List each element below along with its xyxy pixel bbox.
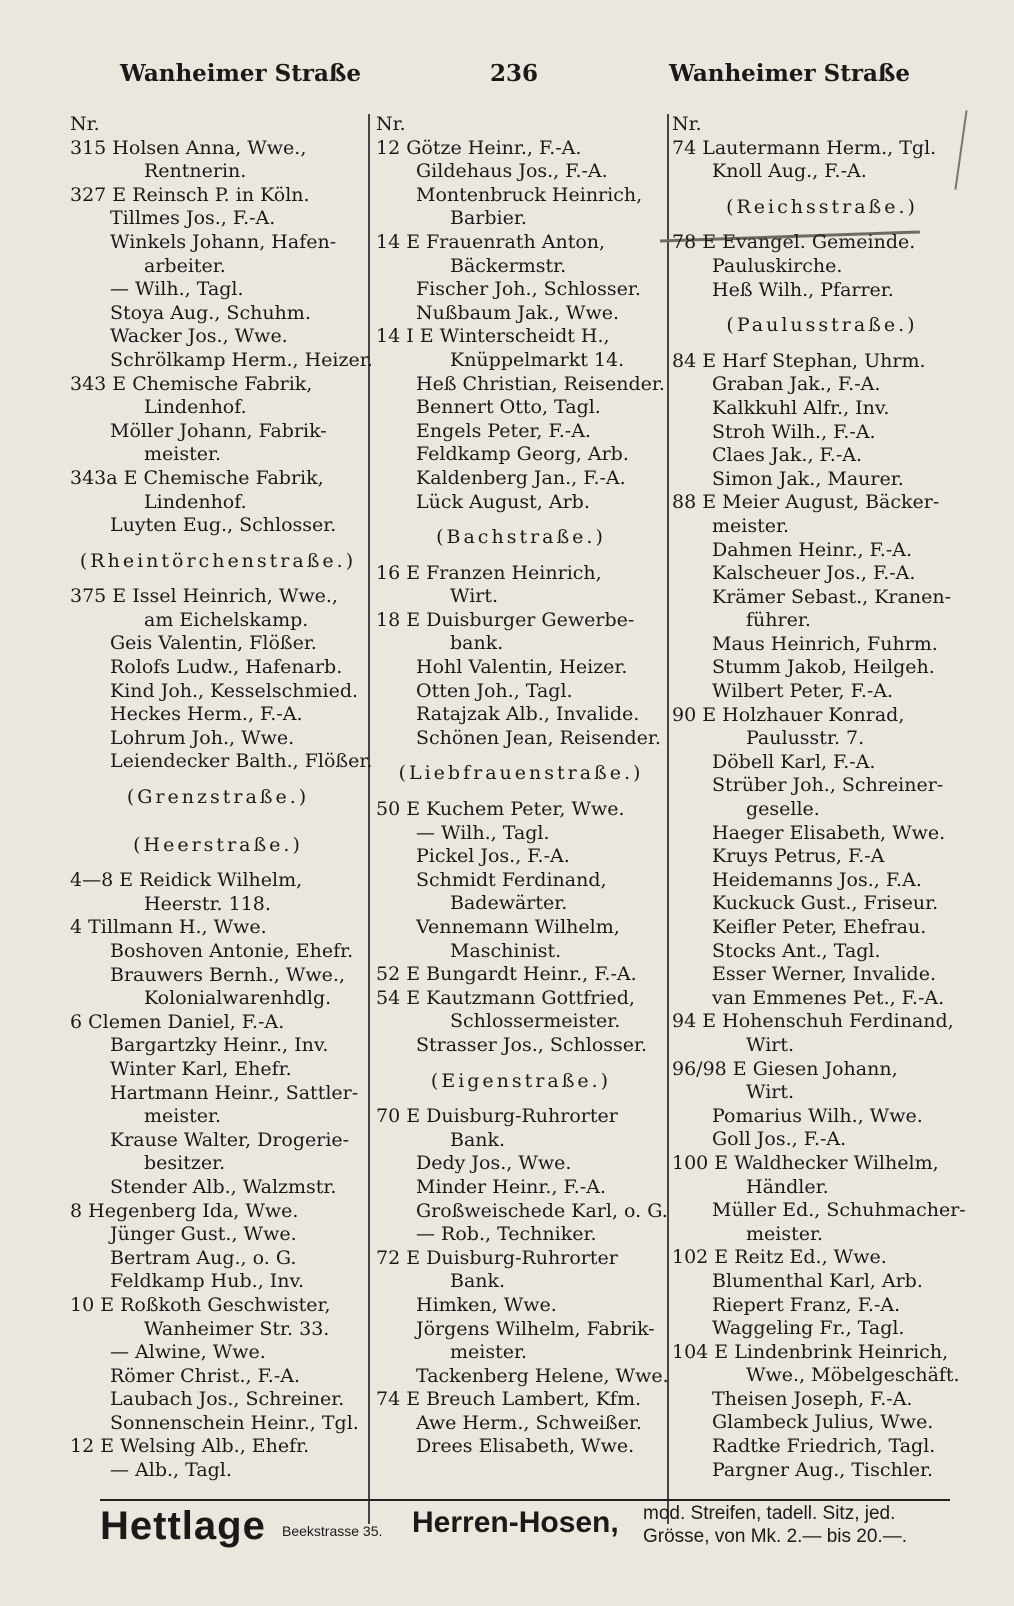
directory-entry: arbeiter.	[144, 254, 226, 277]
page-number: 236	[490, 60, 539, 87]
directory-entry: Müller Ed., Schuhmacher-	[712, 1199, 966, 1222]
directory-entry: Wanheimer Str. 33.	[144, 1317, 330, 1340]
directory-entry: Hohl Valentin, Heizer.	[416, 656, 628, 679]
street-heading: (Bachstraße.)	[436, 526, 606, 549]
directory-entry: Feldkamp Georg, Arb.	[416, 443, 629, 466]
directory-entry: Schlossermeister.	[450, 1010, 621, 1033]
directory-entry: Pauluskirche.	[712, 254, 843, 277]
directory-entry: Wilbert Peter, F.-A.	[712, 680, 894, 703]
directory-entry: Winter Karl, Ehefr.	[110, 1057, 292, 1080]
directory-entry: Kalscheuer Jos., F.-A.	[712, 562, 916, 585]
directory-entry: — Rob., Techniker.	[416, 1223, 597, 1246]
street-heading: (Reichsstraße.)	[726, 195, 918, 218]
directory-entry: 54 E Kautzmann Gottfried,	[376, 986, 635, 1009]
directory-entry: Kalkkuhl Alfr., Inv.	[712, 396, 890, 419]
directory-entry: bank.	[450, 632, 504, 655]
directory-entry: Nr.	[70, 113, 100, 135]
directory-entry: 74 E Breuch Lambert, Kfm.	[376, 1388, 642, 1411]
directory-entry: 52 E Bungardt Heinr., F.-A.	[376, 963, 637, 986]
street-heading: (Grenzstraße.)	[126, 786, 310, 809]
directory-entry: Knüppelmarkt 14.	[450, 348, 625, 371]
directory-entry: Stender Alb., Walzmstr.	[110, 1175, 337, 1198]
directory-entry: 88 E Meier August, Bäcker-	[672, 491, 940, 514]
directory-entry: Barbier.	[450, 207, 527, 230]
directory-entry: Lück August, Arb.	[416, 490, 590, 513]
directory-entry: Händler.	[746, 1175, 829, 1198]
directory-entry: Drees Elisabeth, Wwe.	[416, 1435, 635, 1458]
directory-entry: Keifler Peter, Ehefrau.	[712, 916, 927, 938]
directory-entry: Jünger Gust., Wwe.	[110, 1223, 297, 1246]
directory-entry: Glambeck Julius, Wwe.	[712, 1411, 934, 1434]
directory-entry: 16 E Franzen Heinrich,	[376, 561, 602, 584]
directory-entry: — Wilh., Tagl.	[416, 821, 550, 844]
directory-entry: van Emmenes Pet., F.-A.	[712, 986, 945, 1009]
street-heading: (Eigenstraße.)	[430, 1069, 612, 1092]
directory-entry: Wwe., Möbelgeschäft.	[746, 1364, 960, 1387]
directory-entry: Krause Walter, Drogerie-	[110, 1128, 350, 1151]
directory-entry: meister.	[712, 514, 790, 537]
directory-entry: Sonnenschein Heinr., Tgl.	[110, 1411, 359, 1434]
directory-entry: Simon Jak., Maurer.	[712, 467, 904, 490]
street-heading: (Heerstraße.)	[133, 833, 303, 856]
directory-entry: Großweischede Karl, o. G.	[416, 1199, 668, 1222]
directory-entry: Wirt.	[746, 1081, 795, 1104]
directory-entry: — Alwine, Wwe.	[110, 1341, 266, 1364]
advert-description	[643, 1502, 907, 1548]
directory-entry: Bertram Aug., o. G.	[110, 1246, 297, 1269]
directory-entry: Engels Peter, F.-A.	[416, 419, 591, 442]
directory-entry: Strasser Jos., Schlosser.	[416, 1033, 648, 1056]
directory-entry: Paulusstr. 7.	[746, 727, 865, 750]
directory-entry: Feldkamp Hub., Inv.	[110, 1270, 305, 1293]
directory-entry: Haeger Elisabeth, Wwe.	[712, 821, 946, 844]
directory-entry: Pargner Aug., Tischler.	[712, 1458, 934, 1481]
directory-entry: Waggeling Fr., Tagl.	[712, 1317, 905, 1340]
advertisement	[100, 1500, 960, 1560]
directory-entry: Maschinist.	[450, 939, 562, 962]
directory-entry: Heß Wilh., Pfarrer.	[712, 278, 894, 301]
directory-entry: Maus Heinrich, Fuhrm.	[712, 632, 938, 655]
directory-entry: Pomarius Wilh., Wwe.	[712, 1104, 923, 1127]
street-heading: (Rheintörchenstraße.)	[79, 549, 357, 572]
directory-entry: 14 E Frauenrath Anton,	[376, 230, 606, 253]
directory-entry: 12 E Welsing Alb., Ehefr.	[70, 1435, 310, 1458]
directory-column-middle	[376, 113, 669, 1459]
directory-entry: 50 E Kuchem Peter, Wwe.	[376, 798, 625, 821]
directory-entry: Montenbruck Heinrich,	[416, 183, 643, 206]
directory-entry: besitzer.	[144, 1152, 226, 1175]
directory-entry: Claes Jak., F.-A.	[712, 444, 862, 467]
directory-entry: Goll Jos., F.-A.	[712, 1128, 847, 1151]
directory-entry: Boshoven Antonie, Ehefr.	[110, 940, 354, 962]
directory-entry: 84 E Harf Stephan, Uhrm.	[672, 349, 926, 372]
directory-entry: — Wilh., Tagl.	[110, 278, 244, 301]
directory-entry: 104 E Lindenbrink Heinrich,	[672, 1340, 949, 1363]
directory-entry: 72 E Duisburg-Ruhrorter	[376, 1246, 618, 1269]
directory-entry: 74 Lautermann Herm., Tgl.	[672, 136, 937, 159]
directory-entry: Stoya Aug., Schuhm.	[110, 301, 311, 324]
directory-entry: führer.	[746, 609, 811, 632]
directory-entry: Knoll Aug., F.-A.	[712, 160, 867, 183]
directory-entry: Krämer Sebast., Kranen-	[712, 585, 951, 608]
directory-entry: — Alb., Tagl.	[110, 1459, 232, 1482]
directory-entry: Stumm Jakob, Heilgeh.	[712, 656, 935, 679]
directory-entry: Bargartzky Heinr., Inv.	[110, 1034, 329, 1057]
column-divider	[667, 114, 669, 1524]
directory-entry: Heckes Herm., F.-A.	[110, 703, 303, 726]
directory-entry: 4 Tillmann H., Wwe.	[70, 916, 267, 939]
directory-entry: Hartmann Heinr., Sattler-	[110, 1081, 359, 1104]
directory-entry: Strüber Joh., Schreiner-	[712, 774, 944, 797]
directory-entry: Bank.	[450, 1270, 506, 1293]
directory-entry: Wirt.	[450, 585, 499, 608]
directory-entry: 315 Holsen Anna, Wwe.,	[70, 136, 307, 159]
directory-entry: Möller Johann, Fabrik-	[110, 419, 327, 442]
directory-entry: 8 Hegenberg Ida, Wwe.	[70, 1199, 299, 1222]
directory-column-right	[672, 113, 972, 1482]
page-header	[120, 60, 910, 96]
street-heading: (Paulusstraße.)	[726, 314, 918, 337]
advert-product: Herren-Hosen,	[412, 1506, 619, 1539]
directory-entry: Bennert Otto, Tagl.	[416, 396, 601, 419]
directory-entry: 343a E Chemische Fabrik,	[70, 466, 324, 489]
directory-entry: Döbell Karl, F.-A.	[712, 750, 876, 773]
directory-entry: am Eichelskamp.	[144, 608, 309, 631]
directory-entry: 6 Clemen Daniel, F.-A.	[70, 1010, 285, 1033]
directory-entry: 10 E Roßkoth Geschwister,	[70, 1293, 331, 1316]
directory-entry: 96/98 E Giesen Johann,	[672, 1057, 898, 1080]
column-divider	[368, 114, 370, 1524]
directory-entry: Nußbaum Jak., Wwe.	[416, 301, 619, 324]
directory-entry: Otten Joh., Tagl.	[416, 679, 573, 702]
directory-entry: Gildehaus Jos., F.-A.	[416, 160, 608, 183]
directory-entry: Lohrum Joh., Wwe.	[110, 726, 295, 749]
directory-entry: Laubach Jos., Schreiner.	[110, 1388, 345, 1411]
directory-entry: Kolonialwarenhdlg.	[144, 987, 332, 1010]
advert-address: Beekstrasse 35.	[282, 1523, 383, 1539]
directory-entry: Jörgens Wilhelm, Fabrik-	[416, 1317, 655, 1340]
directory-column-left	[70, 113, 373, 1483]
directory-entry: Vennemann Wilhelm,	[416, 916, 620, 938]
directory-entry: Fischer Joh., Schlosser.	[416, 278, 641, 301]
directory-entry: Dahmen Heinr., F.-A.	[712, 538, 913, 561]
header-street-left: Wanheimer Straße	[120, 60, 362, 87]
directory-entry: Bäckermstr.	[450, 254, 567, 277]
directory-entry: 78 E Evangel. Gemeinde.	[672, 231, 916, 254]
directory-entry: Nr.	[376, 113, 406, 135]
directory-entry: Lindenhof.	[144, 396, 247, 419]
directory-entry: Schmidt Ferdinand,	[416, 868, 607, 891]
directory-entry: Kaldenberg Jan., F.-A.	[416, 466, 626, 489]
directory-entry: Brauwers Bernh., Wwe.,	[110, 963, 345, 986]
directory-entry: 100 E Waldhecker Wilhelm,	[672, 1151, 939, 1174]
directory-entry: Kuckuck Gust., Friseur.	[712, 892, 939, 915]
directory-entry: Römer Christ., F.-A.	[110, 1364, 301, 1387]
directory-entry: Awe Herm., Schweißer.	[416, 1411, 642, 1434]
header-street-right: Wanheimer Straße	[668, 60, 910, 87]
directory-entry: Heerstr. 118.	[144, 892, 271, 915]
directory-entry: Schrölkamp Herm., Heizer.	[110, 348, 373, 371]
directory-entry: Stocks Ant., Tagl.	[712, 939, 881, 962]
directory-entry: 94 E Hohenschuh Ferdinand,	[672, 1010, 954, 1033]
directory-entry: meister.	[144, 1105, 222, 1128]
directory-entry: 102 E Reitz Ed., Wwe.	[672, 1246, 887, 1269]
directory-entry: Nr.	[672, 113, 702, 135]
directory-entry: 4—8 E Reidick Wilhelm,	[70, 869, 303, 892]
advert-line-1: mod. Streifen, tadell. Sitz, jed.	[643, 1503, 896, 1524]
directory-entry: meister.	[746, 1222, 824, 1245]
street-heading: (Liebfrauenstraße.)	[398, 762, 644, 785]
directory-entry: Himken, Wwe.	[416, 1293, 557, 1316]
directory-entry: Bank.	[450, 1128, 506, 1151]
directory-entry: 90 E Holzhauer Konrad,	[672, 703, 905, 726]
directory-entry: Rolofs Ludw., Hafenarb.	[110, 656, 343, 679]
directory-entry: Minder Heinr., F.-A.	[416, 1175, 606, 1198]
directory-entry: 343 E Chemische Fabrik,	[70, 372, 313, 395]
directory-entry: Kind Joh., Kesselschmied.	[110, 679, 359, 702]
directory-entry: Wirt.	[746, 1033, 795, 1056]
directory-entry: Wacker Jos., Wwe.	[110, 325, 288, 348]
directory-entry: Graban Jak., F.-A.	[712, 373, 881, 396]
directory-entry: Badewärter.	[450, 892, 568, 915]
directory-entry: Heß Christian, Reisender.	[416, 372, 665, 395]
directory-entry: Blumenthal Karl, Arb.	[712, 1269, 923, 1292]
directory-entry: Tackenberg Helene, Wwe.	[416, 1364, 669, 1387]
directory-entry: Heidemanns Jos., F.A.	[712, 868, 922, 891]
directory-entry: Luyten Eug., Schlosser.	[110, 514, 337, 537]
directory-entry: meister.	[144, 443, 222, 466]
directory-entry: Pickel Jos., F.-A.	[416, 845, 570, 868]
directory-entry: Ratajzak Alb., Invalide.	[416, 703, 640, 726]
directory-entry: Rentnerin.	[144, 160, 247, 183]
directory-entry: Theisen Joseph, F.-A.	[712, 1387, 913, 1410]
directory-entry: Schönen Jean, Reisender.	[416, 726, 661, 749]
directory-entry: Kruys Petrus, F.-A	[712, 845, 885, 868]
directory-entry: meister.	[450, 1341, 528, 1364]
directory-entry: 12 Götze Heinr., F.-A.	[376, 136, 582, 159]
directory-entry: Lindenhof.	[144, 490, 247, 513]
directory-entry: geselle.	[746, 798, 820, 821]
directory-entry: Dedy Jos., Wwe.	[416, 1152, 572, 1175]
directory-entry: 18 E Duisburger Gewerbe-	[376, 608, 635, 631]
directory-entry: 70 E Duisburg-Ruhrorter	[376, 1105, 618, 1128]
directory-entry: 375 E Issel Heinrich, Wwe.,	[70, 585, 338, 608]
directory-entry: Geis Valentin, Flößer.	[110, 632, 317, 655]
advert-line-2: Grösse, von Mk. 2.— bis 20.—.	[643, 1526, 907, 1547]
directory-entry: 14 I E Winterscheidt H.,	[376, 325, 610, 348]
directory-entry: Tillmes Jos., F.-A.	[110, 207, 276, 230]
directory-entry: 327 E Reinsch P. in Köln.	[70, 183, 310, 206]
advert-brand: Hettlage	[100, 1504, 266, 1548]
directory-entry: Winkels Johann, Hafen-	[110, 230, 337, 253]
directory-entry: Radtke Friedrich, Tagl.	[712, 1435, 936, 1458]
directory-entry: Riepert Franz, F.-A.	[712, 1293, 901, 1316]
directory-entry: Esser Werner, Invalide.	[712, 963, 937, 986]
directory-entry: Leiendecker Balth., Flößer.	[110, 750, 373, 773]
directory-entry: Stroh Wilh., F.-A.	[712, 420, 876, 443]
